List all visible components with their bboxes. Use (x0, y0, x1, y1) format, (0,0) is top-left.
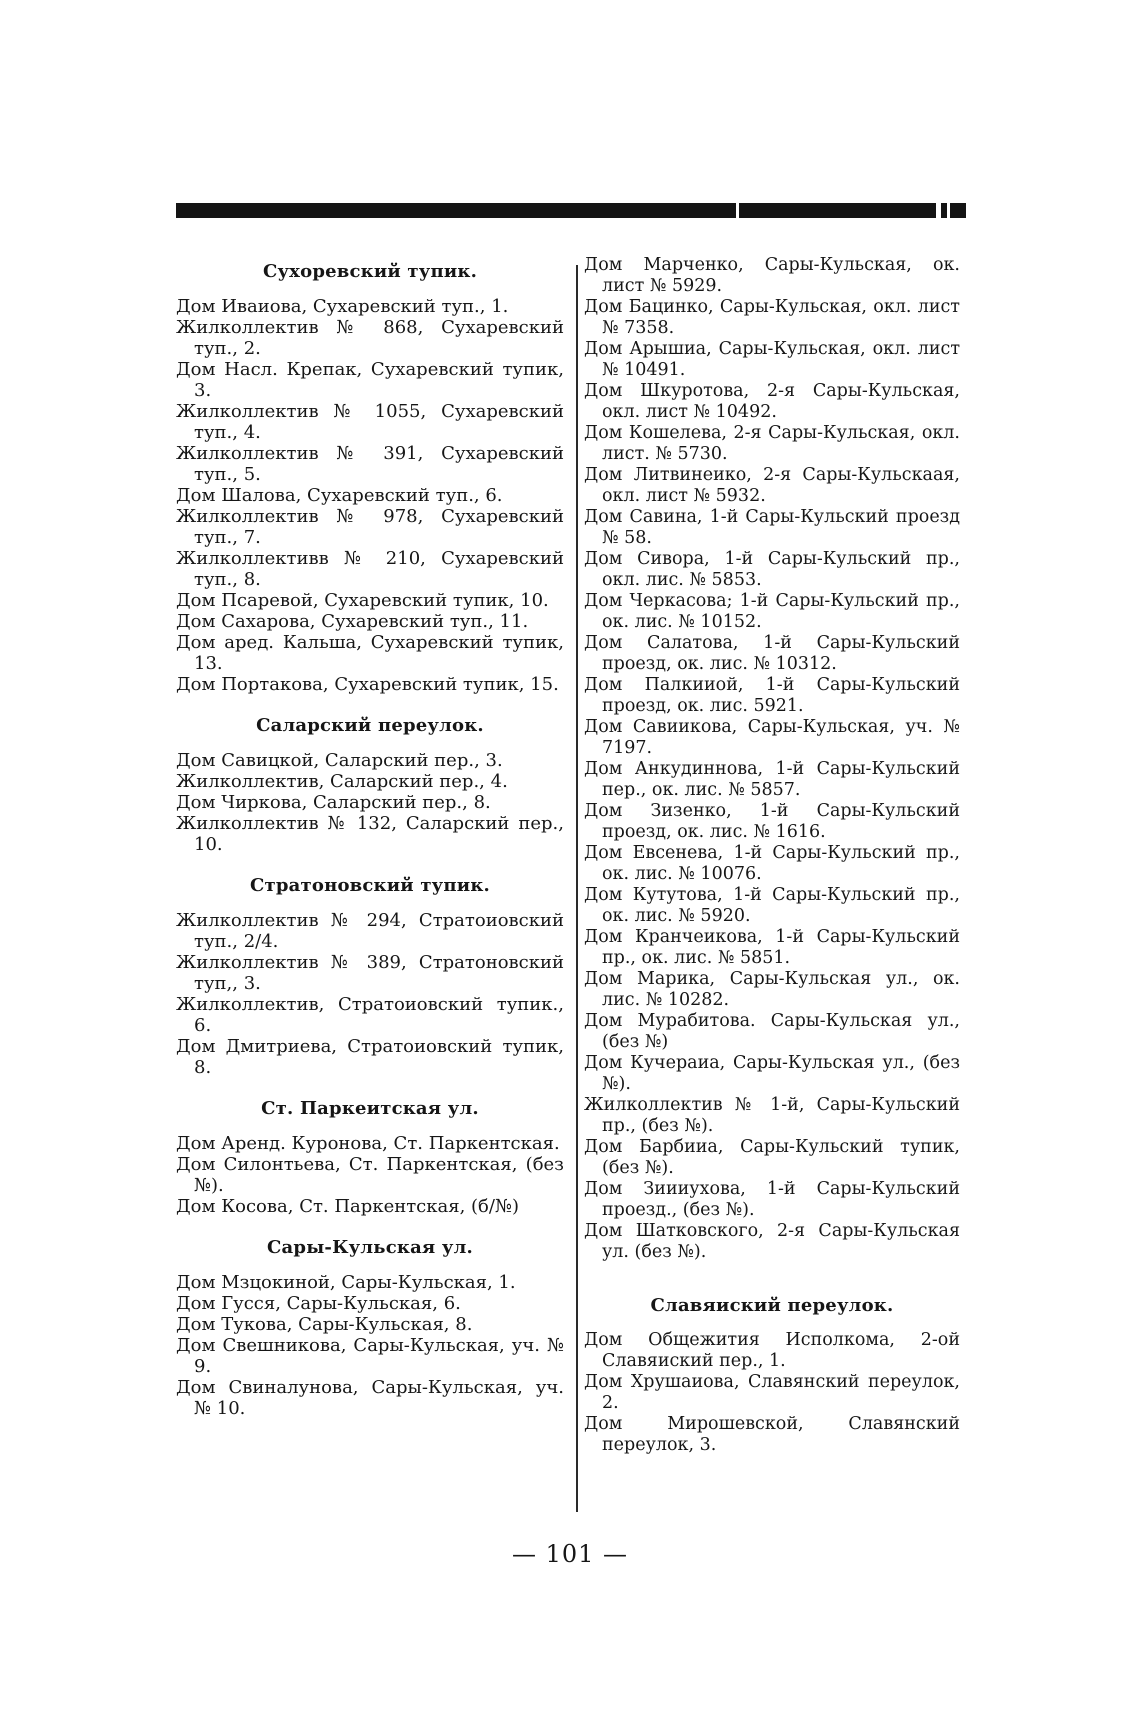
list-item: Дом аред. Кальша, Сухаревский тупик, 13. (176, 632, 564, 674)
list-item: Жилколлектив № 978, Сухаревский туп., 7. (176, 506, 564, 548)
list-item: Дом Зиииухова, 1-й Сары-Кульский проезд., (без №). (584, 1179, 960, 1220)
list-item: Дом Портакова, Сухаревский тупик, 15. (176, 674, 559, 695)
list-item: Дом Литвинеико, 2-я Сары-Кульскаая, окл. лист № 5932. (584, 465, 960, 506)
list-item: Дом Палкииой, 1-й Сары-Кульский проезд, ок. лис. 5921. (584, 675, 960, 716)
list-item: Дом Савина, 1-й Сары-Кульский проезд № 58. (584, 507, 960, 548)
list-item: Дом Марченко, Сары-Кульская, ок. лист № 5929. (584, 255, 960, 296)
list-item: Дом Мзцокиной, Сары-Кульская, 1. (176, 1272, 516, 1293)
list-item: Дом Бацинко, Сары-Кульская, окл. лист № 7358. (584, 297, 960, 338)
list-item: Дом Савиикова, Сары-Кульская, уч. № 7197. (584, 717, 960, 758)
list-item: Жилколлектив № 1-й, Сары-Кульский пр., (без №). (584, 1095, 960, 1136)
list-item: Жилколлектив, Стратоиовский тупик., 6. (176, 994, 564, 1036)
list-item: Дом Псаревой, Сухаревский тупик, 10. (176, 590, 549, 611)
list-item: Дом Дмитриева, Стратоиовский тупик, 8. (176, 1036, 564, 1078)
page-number: — 101 — (511, 1540, 629, 1568)
list-item: Дом Арышиа, Сары-Кульская, окл. лист № 10491. (584, 339, 960, 380)
list-item: Дом Общежития Исполкома, 2-ой Славяиский пер., 1. (584, 1330, 960, 1371)
list-item: Дом Свиналунова, Сары-Кульская, уч. № 10. (176, 1377, 564, 1419)
list-item: Дом Сивора, 1-й Сары-Кульский пр., окл. лис. № 5853. (584, 549, 960, 590)
list-item: Дом Савицкой, Саларский пер., 3. (176, 750, 503, 771)
list-item: Дом Шкуротова, 2-я Сары-Кульская, окл. лист № 10492. (584, 381, 960, 422)
list-item: Дом Барбииа, Сары-Кульский тупик, (без №). (584, 1137, 960, 1178)
list-item: Дом Кранчеикова, 1-й Сары-Кульский пр., ок. лис. № 5851. (584, 927, 960, 968)
section-heading: Славяиский переулок. (650, 1295, 894, 1316)
section-heading: Стратоновский тупик. (250, 875, 490, 896)
list-item: Жилколлективв № 210, Сухаревский туп., 8. (176, 548, 564, 590)
list-item: Дом Кучераиа, Сары-Кульская ул., (без №). (584, 1053, 960, 1094)
list-item: Дом Евсенева, 1-й Сары-Кульский пр., ок. лис. № 10076. (584, 843, 960, 884)
list-item: Жилколлектив № 132, Саларский пер., 10. (176, 813, 564, 855)
list-item: Дом Иваиова, Сухаревский туп., 1. (176, 296, 509, 317)
list-item: Дом Гусся, Сары-Кульская, 6. (176, 1293, 461, 1314)
list-item: Жилколлектив № 391, Сухаревский туп., 5. (176, 443, 564, 485)
list-item: Дом Зизенко, 1-й Сары-Кульский проезд, ок. лис. № 1616. (584, 801, 960, 842)
list-item: Дом Насл. Крепак, Сухаревский тупик, 3. (176, 359, 564, 401)
list-item: Дом Мурабитова. Сары-Кульская ул., (без №) (584, 1011, 960, 1052)
list-item: Дом Шатковского, 2-я Сары-Кульская ул. (без №). (584, 1221, 960, 1262)
list-item: Дом Чиркова, Саларский пер., 8. (176, 792, 491, 813)
section-heading: Саларский переулок. (256, 715, 484, 736)
list-item: Дом Черкасова; 1-й Сары-Кульский пр., ок. лис. № 10152. (584, 591, 960, 632)
list-item: Дом Тукова, Сары-Кульская, 8. (176, 1314, 473, 1335)
header-rule (176, 203, 966, 218)
column-divider (576, 265, 578, 1512)
list-item: Дом Аренд. Куронова, Ст. Паркентская. (176, 1133, 560, 1154)
list-item: Дом Марика, Сары-Кульская ул., ок. лис. № 10282. (584, 969, 960, 1010)
list-item: Дом Кошелева, 2-я Сары-Кульская, окл. лист. № 5730. (584, 423, 960, 464)
list-item: Дом Салатова, 1-й Сары-Кульский проезд, ок. лис. № 10312. (584, 633, 960, 674)
list-item: Дом Мирошевской, Славянский переулок, 3. (584, 1414, 960, 1455)
list-item: Дом Кутутова, 1-й Сары-Кульский пр., ок. лис. № 5920. (584, 885, 960, 926)
list-item: Дом Силонтьева, Ст. Паркентская, (без №). (176, 1154, 564, 1196)
right-column (584, 255, 960, 1456)
left-column (176, 255, 564, 1419)
list-item: Дом Хрушаиова, Славянский переулок, 2. (584, 1372, 960, 1413)
list-item: Жилколлектив № 868, Сухаревский туп., 2. (176, 317, 564, 359)
list-item: Дом Анкудиннова, 1-й Сары-Кульский пер., ок. лис. № 5857. (584, 759, 960, 800)
list-item: Дом Сахарова, Сухаревский туп., 11. (176, 611, 529, 632)
section-heading: Сухоревский тупик. (262, 261, 478, 282)
list-item: Жилколлектив № 1055, Сухаревский туп., 4. (176, 401, 564, 443)
list-item: Жилколлектив, Саларский пер., 4. (176, 771, 508, 792)
list-item: Дом Косова, Ст. Паркентская, (б/№) (176, 1196, 520, 1217)
list-item: Жилколлектив № 389, Стратоновский туп,, 3. (176, 952, 564, 994)
section-heading: Ст. Паркеитская ул. (261, 1098, 479, 1119)
list-item: Дом Свешникова, Сары-Кульская, уч. № 9. (176, 1335, 564, 1377)
list-item: Дом Шалова, Сухаревский туп., 6. (176, 485, 503, 506)
section-heading: Сары-Кульская ул. (267, 1237, 473, 1258)
list-item: Жилколлектив № 294, Стратоиовский туп., 2/4. (176, 910, 564, 952)
